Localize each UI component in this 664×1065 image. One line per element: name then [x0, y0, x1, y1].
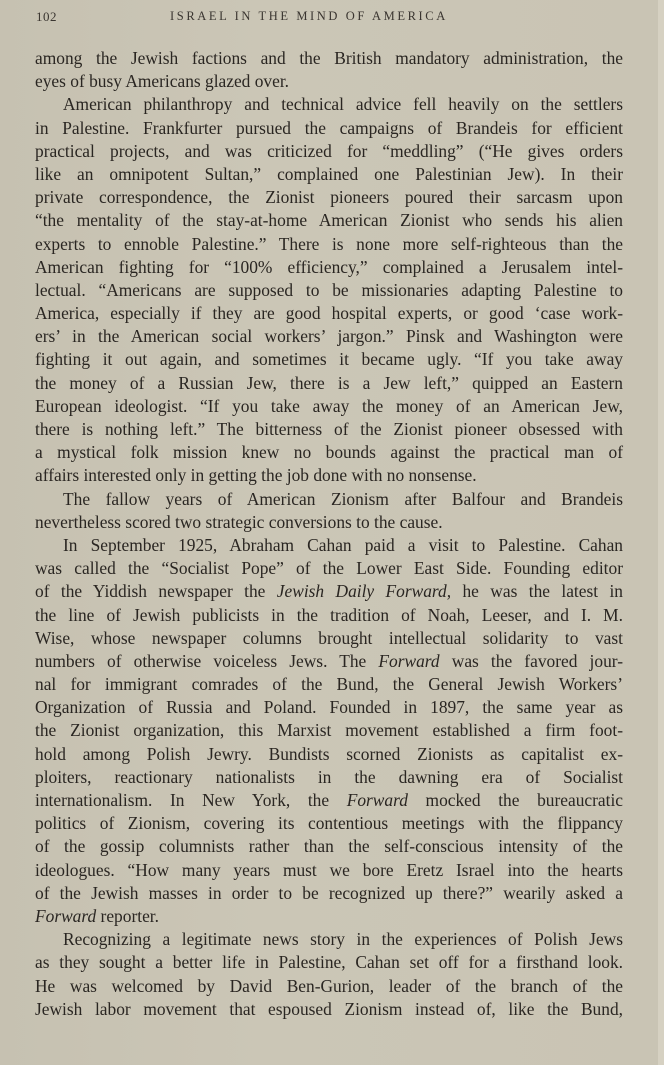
text-line: ers’ in the American social workers’ jargon.” Pinsk and Washington were: [35, 326, 623, 347]
text-line: fighting it out again, and sometimes it became ugly. “If you take away: [35, 349, 623, 370]
italic-title: Forward: [378, 650, 440, 671]
text-run: was the favored jour-: [439, 650, 624, 671]
text-line: [35, 580, 623, 603]
text-run: mocked the bureaucratic: [407, 790, 623, 810]
text-line: [35, 650, 623, 673]
text-line: [35, 789, 623, 812]
text-line: The fallow years of American Zionism after Balfour and Brandeis: [63, 488, 623, 509]
text-line: Recognizing a legitimate news story in the experiences of Polish Jews: [63, 929, 623, 950]
text-line: the money of a Russian Jew, there is a Jew left,” quipped an Eastern: [35, 372, 623, 393]
text-line: European ideologist. “If you take away the money of an American Jew,: [35, 395, 623, 416]
text-line: in Palestine. Frankfurter pursued the campaigns of Brandeis for efficient: [35, 117, 623, 138]
text-line: experts to ennoble Palestine.” There is none more self-righteous than the: [35, 233, 623, 254]
text-line: eyes of busy Americans glazed over.: [35, 71, 290, 92]
text-line: In September 1925, Abraham Cahan paid a visit to Palestine. Cahan: [63, 534, 623, 555]
text-line: ideologues. “How many years must we bore Eretz Israel into the hearts: [35, 859, 623, 880]
italic-title: Forward: [35, 905, 97, 926]
text-line: He was welcomed by David Ben-Gurion, leader of the branch of the: [35, 975, 623, 996]
body-text: [35, 47, 623, 1021]
text-line: politics of Zionism, covering its contentious meetings with the flippancy: [35, 813, 623, 834]
text-run: reporter.: [96, 905, 159, 926]
text-line: American fighting for “100% efficiency,” complained a Jerusalem intel-: [35, 256, 623, 277]
running-head: [36, 9, 626, 29]
text-line: ploiters, reactionary nationalists in the dawning era of Socialist: [35, 766, 623, 787]
text-line: was called the “Socialist Pope” of the Lower East Side. Founding editor: [35, 558, 623, 579]
text-line: private correspondence, the Zionist pioneers poured their sarcasm upon: [35, 187, 623, 208]
page-edge: [658, 0, 664, 1065]
text-run: numbers of otherwise voiceless Jews. The: [35, 650, 379, 671]
book-title: ISRAEL IN THE MIND OF AMERICA: [170, 9, 448, 23]
text-line: Wise, whose newspaper columns brought intellectual solidarity to vast: [35, 627, 623, 648]
text-line: Organization of Russia and Poland. Founded in 1897, the same year as: [35, 697, 623, 718]
text-line: hold among Polish Jewry. Bundists scorned Zionists as capitalist ex-: [35, 743, 623, 764]
text-line: lectual. “Americans are supposed to be missionaries adapting Palestine to: [35, 279, 623, 300]
text-line: [35, 905, 623, 928]
italic-title: Forward: [346, 790, 408, 810]
text-line: there is nothing left.” The bitterness of the Zionist pioneer obsessed with: [35, 419, 623, 439]
text-line: America, especially if they are good hospital experts, or good ‘case work-: [35, 303, 623, 324]
text-line: of the gossip columnists rather than the self-conscious intensity of the: [35, 836, 623, 857]
text-line: like an omnipotent Sultan,” complained one Palestinian Jew). In their: [35, 163, 623, 184]
text-line: as they sought a better life in Palestine, Cahan set off for a firsthand look.: [35, 952, 623, 973]
text-run: he was the latest in: [451, 581, 623, 602]
text-line: of the Jewish masses in order to be recognized up there?” wearily asked a: [35, 882, 623, 903]
text-line: “the mentality of the stay-at-home American Zionist who sends his alien: [35, 210, 623, 231]
text-run: internationalism. In New York, the: [35, 790, 347, 810]
text-line: among the Jewish factions and the British mandatory administration, the: [35, 48, 623, 68]
text-run: of the Yiddish newspaper the: [35, 581, 277, 602]
text-line: a mystical folk mission knew no bounds against the practical man of: [35, 442, 623, 463]
text-line: American philanthropy and technical advice fell heavily on the settlers: [63, 94, 623, 115]
text-line: practical projects, and was criticized for “meddling” (“He gives orders: [35, 140, 623, 161]
text-line: nal for immigrant comrades of the Bund, the General Jewish Workers’: [35, 674, 623, 695]
page-number: 102: [36, 9, 57, 24]
text-line: nevertheless scored two strategic conversions to the cause.: [35, 511, 443, 532]
text-line: affairs interested only in getting the job done with no nonsense.: [35, 465, 477, 486]
text-line: the Zionist organization, this Marxist movement established a firm foot-: [35, 720, 623, 741]
text-line: Jewish labor movement that espoused Zionism instead of, like the Bund,: [35, 998, 623, 1019]
text-line: the line of Jewish publicists in the tradition of Noah, Leeser, and I. M.: [35, 604, 623, 625]
italic-title: Jewish Daily Forward,: [276, 581, 452, 602]
